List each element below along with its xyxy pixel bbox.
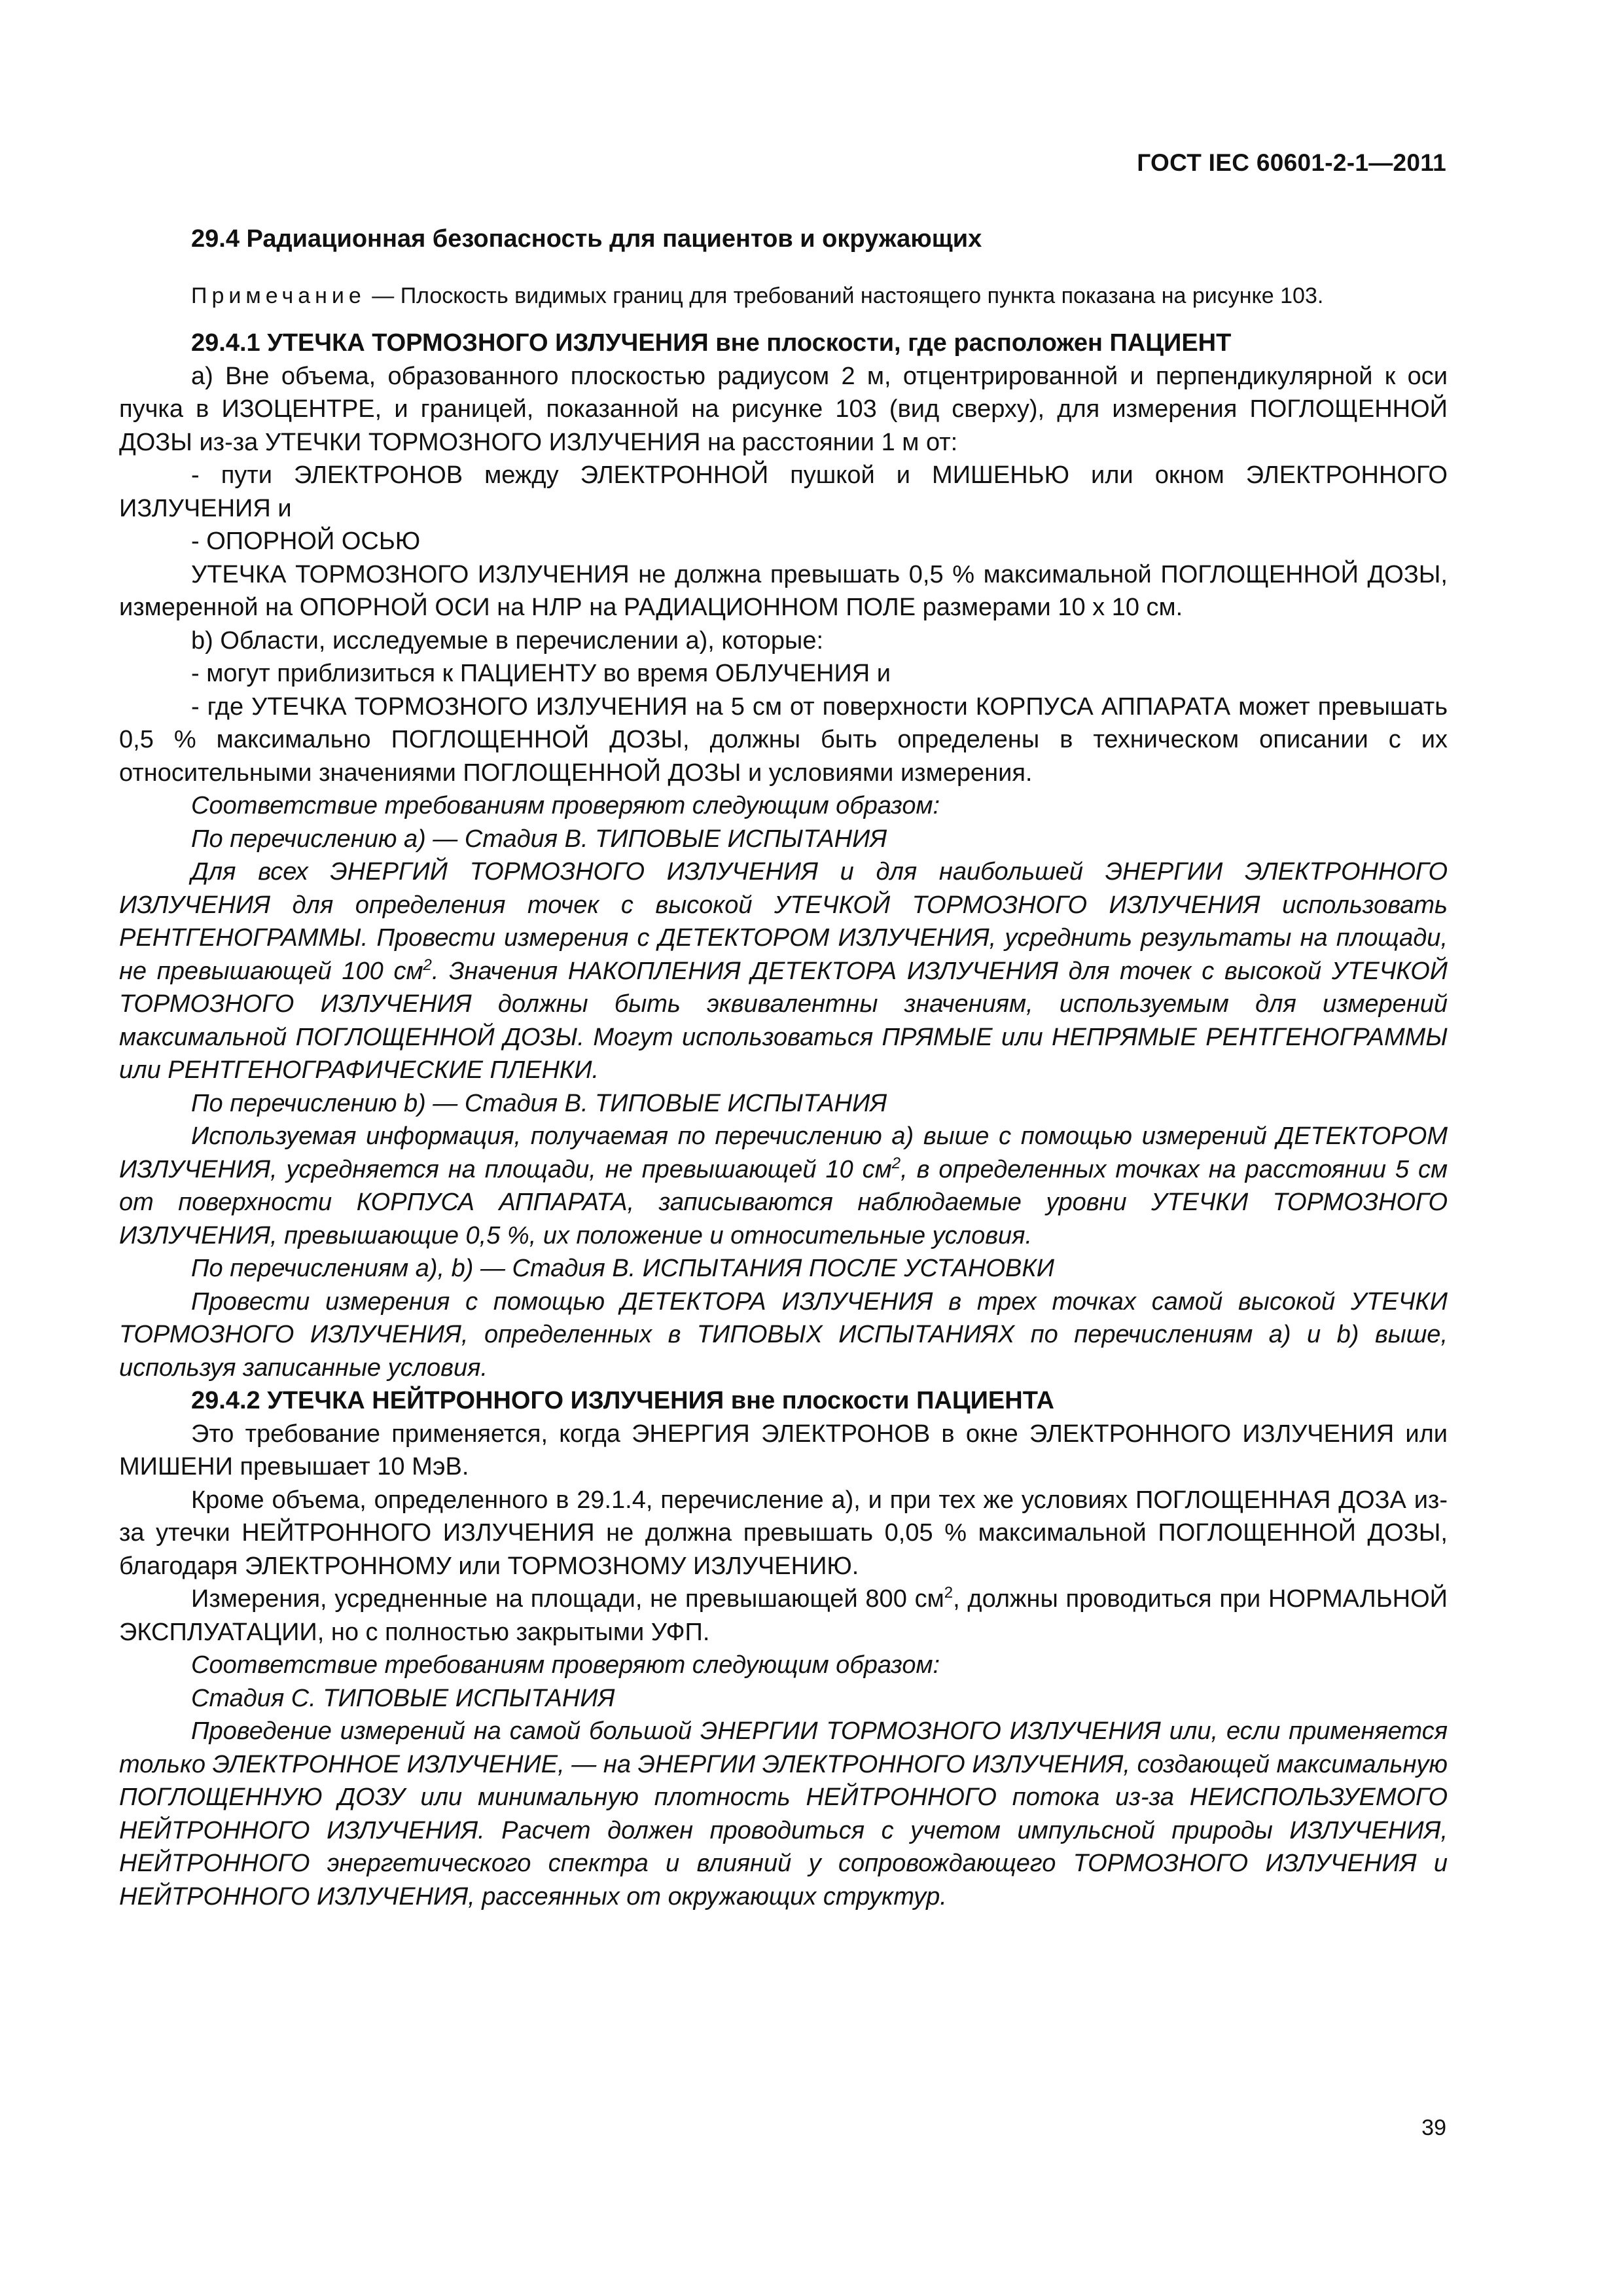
superscript: 2 xyxy=(891,1154,901,1172)
subsection-title-29-4-1: 29.4.1 УТЕЧКА ТОРМОЗНОГО ИЗЛУЧЕНИЯ вне плоскости, где расположен ПАЦИЕНТ xyxy=(191,329,1232,357)
test-procedure-text: Используемая информация, получаемая по перечислению а) выше с помощью измерений ДЕТЕКТОРОМ ИЗЛУЧЕНИЯ, усредняется на площади, не превышающей 10 см xyxy=(119,1122,1448,1183)
paragraph: Кроме объема, определенного в 29.1.4, перечисление а), и при тех же условиях ПОГЛОЩЕННАЯ ДОЗА из-за утечки НЕЙТРОННОГО ИЗЛУЧЕНИЯ не должна превышать 0,05 % максимальной ПОГЛОЩЕННОЙ ДОЗЫ, благодаря ЭЛЕКТРОННОМУ или ТОРМОЗНОМУ ИЗЛУЧЕНИЮ. xyxy=(119,1486,1448,1580)
superscript: 2 xyxy=(423,956,432,974)
test-procedure-text: , в определенных точках на расстоянии 5 см от поверхности КОРПУСА АППАРАТА, записываются наблюдаемые уровни УТЕЧКИ ТОРМОЗНОГО ИЗЛУЧЕНИЯ, превышающие 0,5 %, их положение и относительные условия. xyxy=(119,1155,1448,1249)
section-title: 29.4 Радиационная безопасность для пациентов и окружающих xyxy=(191,225,982,253)
standard-designation: ГОСТ IEC 60601-2-1—2011 xyxy=(1137,149,1446,176)
note-label: Примечание xyxy=(191,283,366,308)
compliance-statement: Соответствие требованиям проверяют следующим образом: xyxy=(191,792,940,819)
test-procedure-text: . Значения НАКОПЛЕНИЯ ДЕТЕКТОРА ИЗЛУЧЕНИЯ для точек с высокой УТЕЧКОЙ ТОРМОЗНОГО ИЗЛУЧЕНИЯ должны быть эквивалентны значениям, используемым для измерений максимальной ПОГЛОЩЕННОЙ ДОЗЫ. Могут использоваться ПРЯМЫЕ или НЕПРЯМЫЕ РЕНТГЕНОГРАММЫ или РЕНТГЕНОГРАФИЧЕСКИЕ ПЛЕНКИ. xyxy=(119,957,1448,1084)
list-item: - пути ЭЛЕКТРОНОВ между ЭЛЕКТРОННОЙ пушкой и МИШЕНЬЮ или окном ЭЛЕКТРОННОГО ИЗЛУЧЕНИЯ и xyxy=(119,461,1448,522)
paragraph-text: , должны проводиться при НОРМАЛЬНОЙ ЭКСПЛУАТАЦИИ, но с полностью закрытыми УФП. xyxy=(119,1585,1448,1646)
test-procedure xyxy=(119,855,1448,1087)
note xyxy=(119,279,1448,313)
test-procedure-text: Для всех ЭНЕРГИЙ ТОРМОЗНОГО ИЗЛУЧЕНИЯ и для наибольшей ЭНЕРГИИ ЭЛЕКТРОННОГО ИЗЛУЧЕНИЯ для определения точек с высокой УТЕЧКОЙ ТОРМОЗНОГО ИЗЛУЧЕНИЯ использовать РЕНТГЕНОГРАММЫ. Провести измерения с ДЕТЕКТОРОМ ИЗЛУЧЕНИЯ, усреднить результаты на площади, не превышающей 100 см xyxy=(119,858,1448,985)
paragraph: Это требование применяется, когда ЭНЕРГИЯ ЭЛЕКТРОНОВ в окне ЭЛЕКТРОННОГО ИЗЛУЧЕНИЯ или МИШЕНИ превышает 10 МэВ. xyxy=(119,1420,1448,1480)
test-procedure xyxy=(119,1120,1448,1252)
compliance-statement: Соответствие требованиям проверяют следующим образом: xyxy=(191,1651,940,1679)
test-procedure: Провести измерения с помощью ДЕТЕКТОРА ИЗЛУЧЕНИЯ в трех точках самой высокой УТЕЧКИ ТОРМОЗНОГО ИЗЛУЧЕНИЯ, определенных в ТИПОВЫХ ИСПЫТАНИЯХ по перечислениям а) и b) выше, используя записанные условия. xyxy=(119,1287,1448,1382)
paragraph: b) Области, исследуемые в перечислении а), которые: xyxy=(191,626,824,655)
test-stage: По перечислениям а), b) — Стадия В. ИСПЫТАНИЯ ПОСЛЕ УСТАНОВКИ xyxy=(191,1255,1054,1282)
paragraph: УТЕЧКА ТОРМОЗНОГО ИЗЛУЧЕНИЯ не должна превышать 0,5 % максимальной ПОГЛОЩЕННОЙ ДОЗЫ, измеренной на ОПОРНОЙ ОСИ на НЛР на РАДИАЦИОННОМ ПОЛЕ размерами 10 х 10 см. xyxy=(119,560,1448,621)
test-stage: Стадия С. ТИПОВЫЕ ИСПЫТАНИЯ xyxy=(191,1684,615,1712)
list-item: - ОПОРНОЙ ОСЬЮ xyxy=(191,528,421,555)
list-item: - где УТЕЧКА ТОРМОЗНОГО ИЗЛУЧЕНИЯ на 5 см от поверхности КОРПУСА АППАРАТА может превышать 0,5 % максимально ПОГЛОЩЕННОЙ ДОЗЫ, должны быть определены в техническом описании с их относительными значениями ПОГЛОЩЕННОЙ ДОЗЫ и условиями измерения. xyxy=(119,692,1448,787)
paragraph: а) Вне объема, образованного плоскостью радиусом 2 м, отцентрированной и перпендикулярной к оси пучка в ИЗОЦЕНТРЕ, и границей, показанной на рисунке 103 (вид сверху), для измерения ПОГЛОЩЕННОЙ ДОЗЫ из-за УТЕЧКИ ТОРМОЗНОГО ИЗЛУЧЕНИЯ на расстоянии 1 м от: xyxy=(119,362,1448,456)
document-body xyxy=(119,223,1448,1913)
list-item: - могут приблизиться к ПАЦИЕНТУ во время ОБЛУЧЕНИЯ и xyxy=(191,660,891,687)
paragraph xyxy=(119,1583,1448,1649)
test-stage: По перечислению b) — Стадия В. ТИПОВЫЕ ИСПЫТАНИЯ xyxy=(191,1089,887,1117)
page-number: 39 xyxy=(1421,2115,1446,2140)
superscript: 2 xyxy=(944,1584,954,1602)
paragraph-text: Измерения, усредненные на площади, не превышающей 800 см xyxy=(191,1585,944,1613)
test-stage: По перечислению а) — Стадия В. ТИПОВЫЕ ИСПЫТАНИЯ xyxy=(191,825,887,853)
test-procedure: Проведение измерений на самой большой ЭНЕРГИИ ТОРМОЗНОГО ИЗЛУЧЕНИЯ или, если применяется только ЭЛЕКТРОННОЕ ИЗЛУЧЕНИЕ, — на ЭНЕРГИИ ЭЛЕКТРОННОГО ИЗЛУЧЕНИЯ, создающей максимальную ПОГЛОЩЕННУЮ ДОЗУ или минимальную плотность НЕЙТРОННОГО потока из-за НЕИСПОЛЬЗУЕМОГО НЕЙТРОННОГО ИЗЛУЧЕНИЯ. Расчет должен проводиться с учетом импульсной природы ИЗЛУЧЕНИЯ, НЕЙТРОННОГО энергетического спектра и влияний у сопровождающего ТОРМОЗНОГО ИЗЛУЧЕНИЯ и НЕЙТРОННОГО ИЗЛУЧЕНИЯ, рассеянных от окружающих структур. xyxy=(119,1717,1448,1910)
subsection-title-29-4-2: 29.4.2 УТЕЧКА НЕЙТРОННОГО ИЗЛУЧЕНИЯ вне плоскости ПАЦИЕНТА xyxy=(191,1387,1054,1414)
note-text: — Плоскость видимых границ для требований настоящего пункта показана на рисунке 103. xyxy=(365,283,1324,308)
